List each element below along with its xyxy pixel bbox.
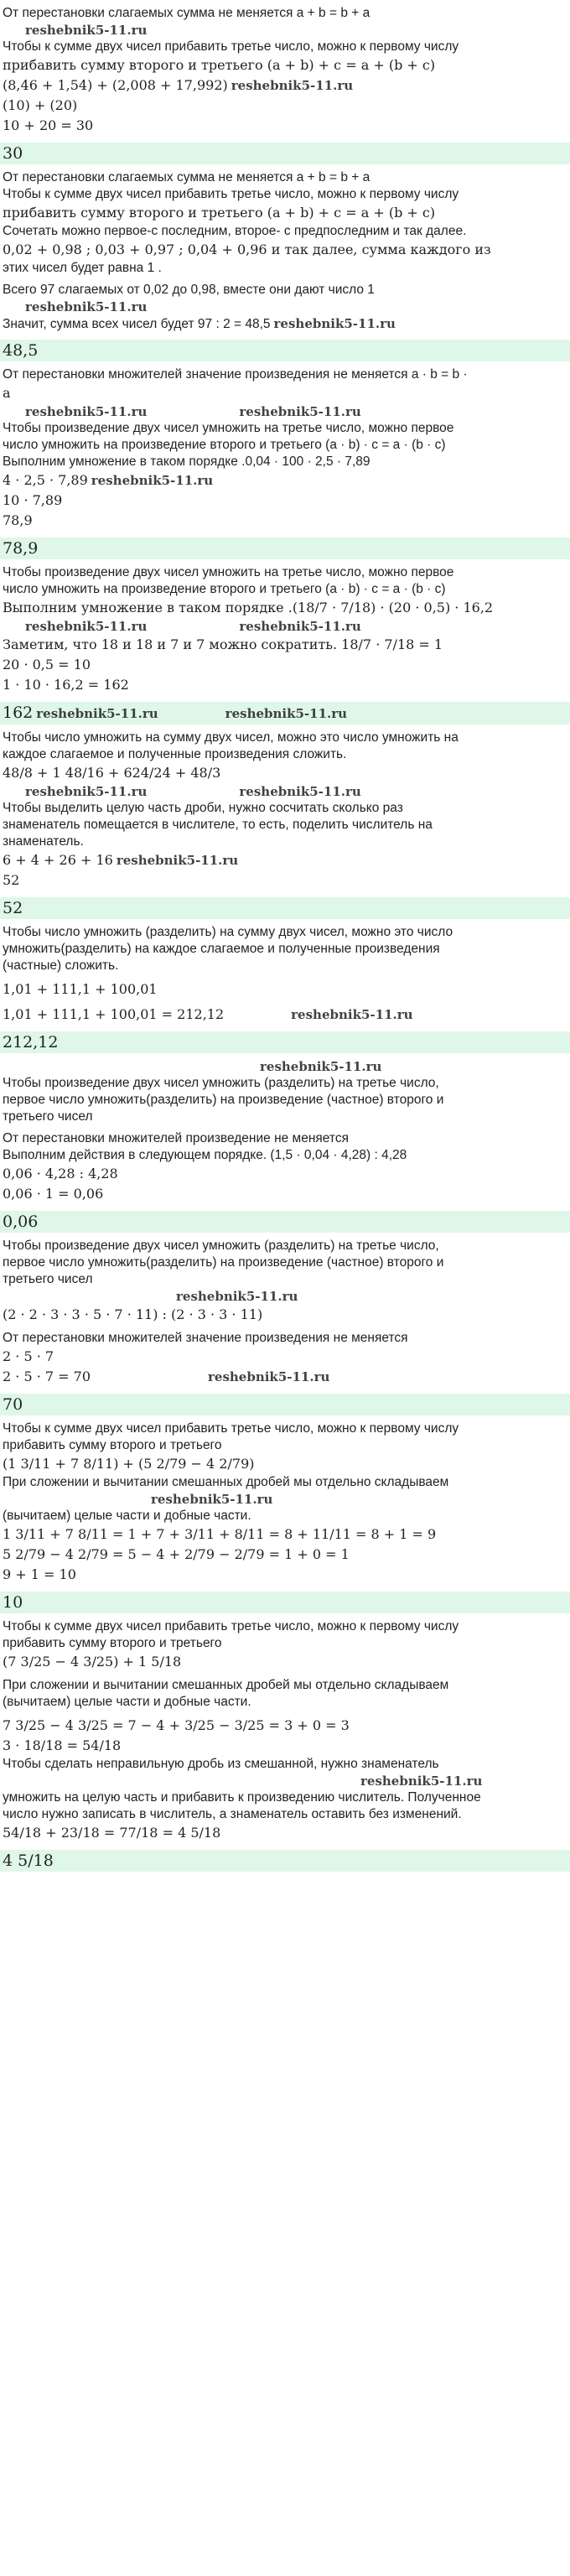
formula-text: 4 · 2,5 · 7,89 — [3, 472, 88, 488]
watermark-row — [0, 783, 570, 800]
text-line: умножить(разделить) на каждое слагаемое и полученные произведения — [3, 942, 440, 956]
watermark-row — [0, 618, 570, 635]
text-line: Чтобы число умножить на сумму двух чисел, можно это число умножить на — [3, 730, 459, 745]
answer-bar: 30 — [0, 143, 570, 164]
watermark: reshebnik5-11.ru — [25, 619, 148, 634]
formula-line: (2 · 2 · 3 · 3 · 5 · 7 · 11) : (2 · 3 · 3 · 11) — [3, 1306, 263, 1322]
text-line: число умножить на произведение второго и третьего (a · b) · c = a · (b · c) — [3, 438, 446, 452]
formula-line: 10 · 7,89 — [3, 492, 63, 508]
answer-bar: 10 — [0, 1592, 570, 1613]
formula-line: 0,06 · 1 = 0,06 — [3, 1186, 104, 1202]
formula-line: 54/18 + 23/18 = 77/18 = 4 5/18 — [3, 1825, 221, 1841]
formula-line: 78,9 — [3, 512, 33, 528]
formula-line — [0, 75, 570, 96]
watermark: reshebnik5-11.ru — [91, 473, 214, 488]
watermark: reshebnik5-11.ru — [260, 1059, 382, 1074]
watermark-row — [0, 1773, 570, 1789]
text-line: (вычитаем) целые части и добные части. — [3, 1509, 251, 1523]
formula-text: 6 + 4 + 26 + 16 — [3, 852, 113, 868]
text-line: умножить на целую часть и прибавить к произведению числитель. Полученное — [3, 1790, 481, 1805]
text-line: Чтобы произведение двух чисел умножить (разделить) на третье число, — [3, 1076, 439, 1090]
formula-line: 1 3/11 + 7 8/11 = 1 + 7 + 3/11 + 8/11 = 8 + 11/11 = 8 + 1 = 9 — [3, 1526, 437, 1542]
watermark: reshebnik5-11.ru — [208, 1369, 330, 1384]
formula-line — [0, 850, 570, 870]
formula-line: 2 · 5 · 7 — [3, 1348, 54, 1364]
text-span: Значит, сумма всех чисел будет 97 : 2 = 48,5 — [3, 317, 271, 331]
formula-line: 7 3/25 − 4 3/25 = 7 − 4 + 3/25 − 3/25 = 3 + 0 = 3 — [3, 1717, 350, 1733]
watermark-row — [0, 299, 570, 315]
text-line: От перестановки множителей произведение не меняется — [3, 1131, 349, 1145]
watermark: reshebnik5-11.ru — [239, 619, 361, 634]
watermark: reshebnik5-11.ru — [231, 78, 354, 93]
formula-line: Заметим, что 18 и 18 и 7 и 7 можно сократить. 18/7 · 7/18 = 1 — [3, 636, 443, 652]
text-line: прибавить сумму второго и третьего — [3, 1438, 222, 1452]
formula-line: прибавить сумму второго и третьего (a + b) + c = a + (b + c) — [3, 57, 436, 73]
text-line: Чтобы произведение двух чисел умножить на третье число, можно первое — [3, 421, 454, 435]
watermark: reshebnik5-11.ru — [36, 706, 158, 721]
watermark: reshebnik5-11.ru — [291, 1007, 413, 1022]
watermark: reshebnik5-11.ru — [239, 404, 361, 419]
watermark-row — [0, 1058, 570, 1075]
text-line: При сложении и вычитании смешанных дробей мы отдельно складываем — [3, 1475, 449, 1489]
text-line: От перестановки слагаемых сумма не меняется a + b = b + a — [3, 6, 370, 20]
formula-line: 48/8 + 1 48/16 + 624/24 + 48/3 — [3, 765, 221, 781]
text-line: первое число умножить(разделить) на произведение (частное) второго и — [3, 1093, 444, 1107]
text-line: знаменатель. — [3, 834, 84, 849]
text-line: Чтобы к сумме двух чисел прибавить третье число, можно к первому числу — [3, 39, 459, 54]
answer-bar: 78,9 — [0, 538, 570, 559]
formula-line: a — [3, 385, 11, 401]
text-line: При сложении и вычитании смешанных дробей мы отдельно складываем — [3, 1678, 449, 1692]
watermark: reshebnik5-11.ru — [176, 1289, 298, 1304]
watermark: reshebnik5-11.ru — [25, 23, 148, 38]
answer-bar: 52 — [0, 897, 570, 919]
answer-bar: 212,12 — [0, 1031, 570, 1053]
formula-line: (7 3/25 − 4 3/25) + 1 5/18 — [3, 1654, 182, 1670]
answer-bar: 0,06 — [0, 1211, 570, 1233]
watermark: reshebnik5-11.ru — [239, 784, 361, 799]
text-line: число нужно записать в числитель, а знаменатель оставить без изменений. — [3, 1807, 462, 1821]
watermark: reshebnik5-11.ru — [25, 784, 148, 799]
formula-line — [0, 1005, 570, 1025]
text-line: Сочетать можно первое-с последним, второе- с предпоследним и так далее. — [3, 224, 467, 238]
formula-line: 1 · 10 · 16,2 = 162 — [3, 677, 129, 693]
answer-bar: 48,5 — [0, 340, 570, 361]
text-line: Чтобы к сумме двух чисел прибавить третье число, можно к первому числу — [3, 1421, 459, 1436]
text-line: Выполним действия в следующем порядке. (1,5 · 0,04 · 4,28) : 4,28 — [3, 1148, 407, 1162]
text-line: Чтобы к сумме двух чисел прибавить третье число, можно к первому числу — [3, 1619, 459, 1633]
watermark: reshebnik5-11.ru — [25, 299, 148, 314]
formula-line: Выполним умножение в таком порядке .(18/7 · 7/18) · (20 · 0,5) · 16,2 — [3, 600, 494, 615]
formula-text: (8,46 + 1,54) + (2,008 + 17,992) — [3, 77, 228, 93]
text-line: (вычитаем) целые части и добные части. — [3, 1695, 251, 1709]
formula-line: 1,01 + 111,1 + 100,01 — [3, 981, 158, 997]
formula-line: 9 + 1 = 10 — [3, 1566, 76, 1582]
formula-text: 1,01 + 111,1 + 100,01 = 212,12 — [3, 1006, 225, 1022]
watermark-row — [0, 22, 570, 39]
text-line: знаменатель помещается в числителе, то есть, поделить числитель на — [3, 818, 433, 832]
formula-line: 3 · 18/18 = 54/18 — [3, 1737, 122, 1753]
formula-line: прибавить сумму второго и третьего (a + b) + c = a + (b + c) — [3, 205, 436, 221]
watermark: reshebnik5-11.ru — [225, 706, 348, 721]
formula-line: (10) + (20) — [3, 97, 78, 113]
answer-bar: 70 — [0, 1394, 570, 1415]
watermark-row — [0, 1491, 570, 1508]
text-line: число умножить на произведение второго и третьего (a · b) · c = a · (b · c) — [3, 582, 446, 596]
text-line: третьего чисел — [3, 1109, 93, 1124]
formula-line: 0,02 + 0,98 ; 0,03 + 0,97 ; 0,04 + 0,96 и так далее, сумма каждого из — [3, 242, 491, 257]
text-line: От перестановки слагаемых сумма не меняется a + b = b + a — [3, 170, 370, 184]
answer-value: 162 — [3, 704, 34, 722]
formula-text: 2 · 5 · 7 = 70 — [3, 1368, 91, 1384]
text-line: Чтобы выделить целую часть дроби, нужно сосчитать сколько раз — [3, 801, 403, 815]
answer-bar: 4 5/18 — [0, 1850, 570, 1872]
text-line — [0, 315, 570, 333]
formula-line: 5 2/79 − 4 2/79 = 5 − 4 + 2/79 − 2/79 = 1 + 0 = 1 — [3, 1546, 350, 1562]
watermark: reshebnik5-11.ru — [116, 853, 239, 868]
text-line: (частные) сложить. — [3, 958, 119, 973]
answer-bar — [0, 702, 570, 724]
text-line: каждое слагаемое и полученные произведения сложить. — [3, 747, 347, 761]
formula-line — [0, 470, 570, 491]
text-line: прибавить сумму второго и третьего — [3, 1636, 222, 1650]
text-line: От перестановки множителей значение произведения не меняется — [3, 1331, 408, 1345]
text-line: Чтобы произведение двух чисел умножить на третье число, можно первое — [3, 565, 454, 579]
text-line: Всего 97 слагаемых от 0,02 до 0,98, вместе они дают число 1 — [3, 283, 375, 297]
formula-line: 20 · 0,5 = 10 — [3, 657, 91, 673]
watermark: reshebnik5-11.ru — [360, 1774, 483, 1789]
watermark-row — [0, 403, 570, 420]
text-line: От перестановки множителей значение произведения не меняется a · b = b · — [3, 367, 468, 382]
text-line: Чтобы произведение двух чисел умножить (разделить) на третье число, — [3, 1239, 439, 1253]
formula-line: 0,06 · 4,28 : 4,28 — [3, 1166, 118, 1182]
text-line: Выполним умножение в таком порядке .0,04 · 100 · 2,5 · 7,89 — [3, 454, 370, 469]
text-line: Чтобы сделать неправильную дробь из смешанной, нужно знаменатель — [3, 1757, 439, 1771]
formula-line: (1 3/11 + 7 8/11) + (5 2/79 − 4 2/79) — [3, 1456, 255, 1472]
watermark-row — [0, 1288, 570, 1305]
text-line: Чтобы к сумме двух чисел прибавить третье число, можно к первому числу — [3, 187, 459, 201]
formula-line: 52 — [3, 872, 20, 888]
text-line: Чтобы число умножить (разделить) на сумму двух чисел, можно это число — [3, 925, 453, 939]
text-line: третьего чисел — [3, 1272, 93, 1286]
formula-line — [0, 1367, 570, 1387]
watermark: reshebnik5-11.ru — [273, 316, 396, 331]
text-line: этих чисел будет равна 1 . — [3, 261, 162, 275]
formula-line: 10 + 20 = 30 — [3, 117, 94, 133]
watermark: reshebnik5-11.ru — [25, 404, 148, 419]
text-line: первое число умножить(разделить) на произведение (частное) второго и — [3, 1255, 444, 1270]
watermark: reshebnik5-11.ru — [151, 1492, 273, 1507]
